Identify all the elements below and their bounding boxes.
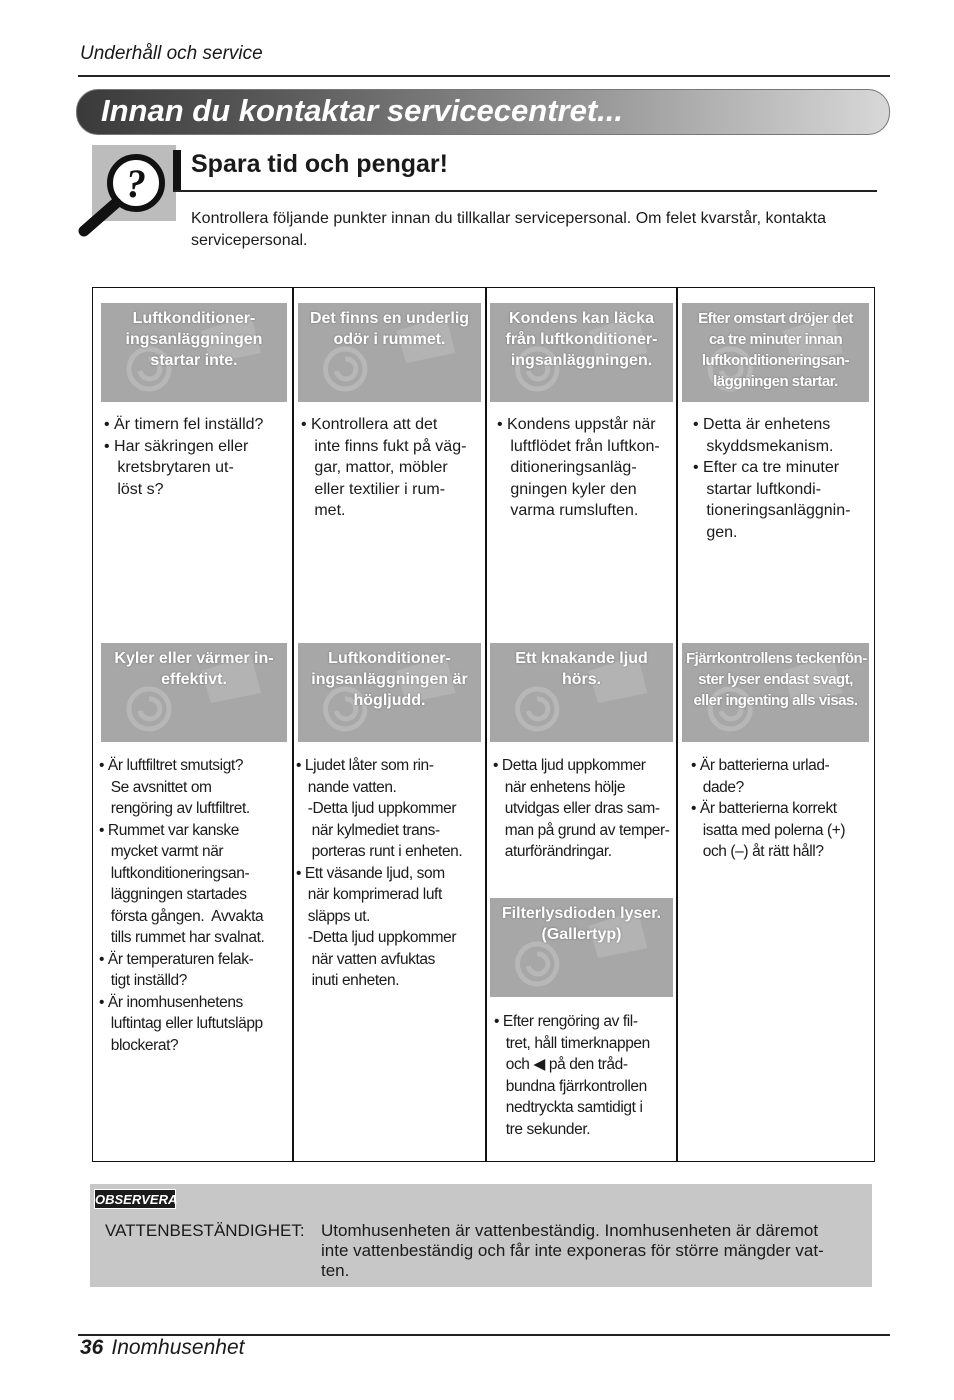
checklist-line: utvidgas eller dras sam- <box>493 800 660 817</box>
problem-title-line: ingsanläggningen. <box>510 352 653 369</box>
checklist-line: tioneringsanläggnin- <box>693 502 851 519</box>
note-badge: OBSERVERA <box>94 1189 176 1209</box>
grid-divider <box>485 287 487 1162</box>
checklist-line: skyddsmekanism. <box>693 437 834 455</box>
grid-divider <box>292 287 294 1162</box>
checklist-line: mycket varmt när <box>99 843 224 860</box>
checklist-line: när komprimerad luft <box>296 886 442 903</box>
checklist-line: • Är luftfiltret smutsigt? <box>99 757 244 774</box>
page-footer <box>80 1336 244 1360</box>
problem-title-line: ster lyser endast svagt, <box>698 671 853 688</box>
problem-title-line: Ett knakande ljud <box>515 650 648 667</box>
checklist-line: aturförändringar. <box>493 843 612 860</box>
problem-title <box>101 303 287 371</box>
page-number: 36 <box>80 1336 104 1359</box>
checklist-line: tills rummet har svalnat. <box>99 929 265 946</box>
note-line: ten. <box>321 1261 350 1280</box>
problem-title-line: odör i rummet. <box>333 331 446 348</box>
problem-title-line: startar inte. <box>150 352 238 369</box>
problem-title <box>490 643 673 690</box>
problem-title-line: Kyler eller värmer in- <box>114 650 274 667</box>
checklist-line: luftflödet från luftkon- <box>497 437 660 455</box>
checklist-line: • Kondens uppstår när <box>497 416 656 433</box>
problem-title <box>298 643 481 711</box>
checklist-line: -Detta ljud uppkommer <box>296 929 457 946</box>
checklist-line: löst s? <box>104 480 164 498</box>
problem-header <box>298 643 481 742</box>
checklist-line: luftintag eller luftutsläpp <box>99 1015 263 1032</box>
checklist-line: nande vatten. <box>296 778 397 796</box>
checklist-line: • Ljudet låter som rin- <box>296 757 434 774</box>
problem-title-line: ca tre minuter innan <box>708 331 843 348</box>
svg-text:?: ? <box>126 161 146 206</box>
checklist-line: • Är batterierna korrekt <box>691 800 837 817</box>
page-title: Innan du kontaktar servicecentret... <box>101 93 624 128</box>
problem-header <box>101 303 287 402</box>
checklist-line: dade? <box>691 778 744 796</box>
top-rule <box>78 75 890 77</box>
problem-title-line: Filterlysdioden lyser. <box>501 905 662 922</box>
checklist-line: tre sekunder. <box>494 1120 591 1138</box>
problem-title-line: (Gallertyp) <box>541 926 622 943</box>
problem-title-line: effektivt. <box>161 671 227 688</box>
problem-header <box>298 303 481 402</box>
checklist-line: när enhetens hölje <box>493 778 626 796</box>
problem-title-line: ingsanläggningen <box>125 331 263 348</box>
checklist-line: gen. <box>693 523 738 541</box>
note-label: VATTENBESTÄNDIGHET: <box>105 1221 305 1240</box>
problem-header <box>682 303 869 402</box>
checklist-line: • Har säkringen eller <box>104 437 249 455</box>
problem-title <box>490 898 673 945</box>
magnifier-question-icon <box>78 145 176 237</box>
note-line: inte vattenbeständig och får inte exponeras för större mängder vat- <box>321 1241 824 1260</box>
problem-header <box>682 643 869 742</box>
checklist-line: varma rumsluften. <box>497 502 639 519</box>
checklist-line: • Är batterierna urlad- <box>691 757 830 774</box>
title-banner <box>76 89 890 135</box>
problem-title-line: luftkonditioneringsan- <box>701 352 850 369</box>
problem-title-line: Efter omstart dröjer det <box>698 310 853 327</box>
checklist-line: nedtryckta samtidigt i <box>494 1099 643 1116</box>
checklist-line: rengöring av luftfiltret. <box>99 800 250 817</box>
checklist-line: gar, mattor, möbler <box>301 459 448 476</box>
problem-title-line: högljudd. <box>353 692 426 709</box>
checklist-line: och (–) åt rätt håll? <box>691 843 824 860</box>
subtitle-bar <box>173 150 181 192</box>
note-line: Utomhusenheten är vattenbeständig. Inomhusenheten är däremot <box>321 1221 819 1240</box>
problem-title-line: Fjärrkontrollens teckenfön- <box>686 650 867 667</box>
checklist-line: ditioneringsanläg- <box>497 459 637 476</box>
problem-checklist <box>693 414 850 543</box>
checklist-line: • Är temperaturen felak- <box>99 950 254 968</box>
checklist-line: och ◀ på den tråd- <box>494 1056 628 1073</box>
problem-title <box>682 643 869 711</box>
problem-title <box>490 303 673 371</box>
checklist-line: • Detta ljud uppkommer <box>493 757 646 774</box>
problem-checklist <box>497 414 660 522</box>
checklist-line: när kylmediet trans- <box>296 821 440 839</box>
checklist-line: -Detta ljud uppkommer <box>296 800 457 817</box>
problem-title <box>682 303 869 392</box>
checklist-line: bundna fjärrkontrollen <box>494 1077 647 1095</box>
checklist-line: släpps ut. <box>296 907 371 925</box>
checklist-line: inte finns fukt på väg- <box>301 437 467 455</box>
problem-checklist <box>301 414 466 522</box>
problem-title <box>101 643 287 690</box>
intro-text: Kontrollera följande punkter innan du tillkallar servicepersonal. Om felet kvarstår, kontakta servicepersonal. <box>191 210 826 249</box>
problem-checklist <box>493 755 670 863</box>
problem-title-line: Luftkonditioner- <box>132 310 256 327</box>
checklist-line: isatta med polerna (+) <box>691 821 846 839</box>
problem-title <box>298 303 481 350</box>
checklist-line: • Detta är enhetens <box>693 416 831 433</box>
problem-title-line: läggningen startar. <box>713 373 838 390</box>
grid-divider <box>676 287 678 1162</box>
problem-header <box>490 898 673 997</box>
problem-header <box>490 303 673 402</box>
checklist-line: när vatten avfuktas <box>296 950 435 968</box>
checklist-line: luftkonditioneringsan- <box>99 864 250 882</box>
checklist-line: kretsbrytaren ut- <box>104 459 234 476</box>
note-text <box>321 1221 861 1281</box>
subtitle: Spara tid och pengar! <box>191 150 448 178</box>
checklist-line: eller textilier i rum- <box>301 480 446 498</box>
problem-title-line: från luftkonditioner- <box>505 331 658 348</box>
checklist-line: • Efter ca tre minuter <box>693 459 840 476</box>
checklist-line: tigt inställd? <box>99 972 187 989</box>
problem-title-line: eller ingenting alls visas. <box>693 692 858 709</box>
checklist-line: första gången. Avvakta <box>99 907 264 925</box>
problem-title-line: hörs. <box>561 671 602 688</box>
problem-title-line: Kondens kan läcka <box>509 310 654 327</box>
checklist-line: • Ett väsande ljud, som <box>296 864 445 882</box>
checklist-line: inuti enheten. <box>296 972 400 989</box>
checklist-line: • Är inomhusenhetens <box>99 993 243 1011</box>
problem-title-line: ingsanläggningen är <box>311 671 468 688</box>
problem-checklist <box>104 414 263 500</box>
checklist-line: • Rummet var kanske <box>99 821 239 839</box>
problem-checklist <box>494 1011 650 1140</box>
problem-checklist <box>99 755 264 1056</box>
checklist-line: • Efter rengöring av fil- <box>494 1013 638 1030</box>
checklist-line: • Är timern fel inställd? <box>104 416 264 433</box>
checklist-line: läggningen startades <box>99 886 247 903</box>
problem-title-line: Det finns en underlig <box>309 310 470 327</box>
problem-checklist <box>296 755 462 992</box>
checklist-line: startar luftkondi- <box>693 480 822 498</box>
checklist-line: porteras runt i enheten. <box>296 843 463 860</box>
checklist-line: tret, håll timerknappen <box>494 1034 650 1052</box>
problem-title-line: Luftkonditioner- <box>328 650 451 667</box>
problem-header <box>490 643 673 742</box>
subtitle-rule <box>173 190 877 192</box>
problem-header <box>101 643 287 742</box>
section-label: Underhåll och service <box>80 43 263 64</box>
problem-checklist <box>691 755 845 863</box>
checklist-line: gningen kyler den <box>497 480 637 498</box>
checklist-line: blockerat? <box>99 1036 179 1054</box>
checklist-line: met. <box>301 502 346 519</box>
checklist-line: Se avsnittet om <box>99 778 212 796</box>
checklist-line: • Kontrollera att det <box>301 416 438 433</box>
page-label: Inomhusenhet <box>111 1336 245 1359</box>
checklist-line: man på grund av temper- <box>493 821 670 839</box>
